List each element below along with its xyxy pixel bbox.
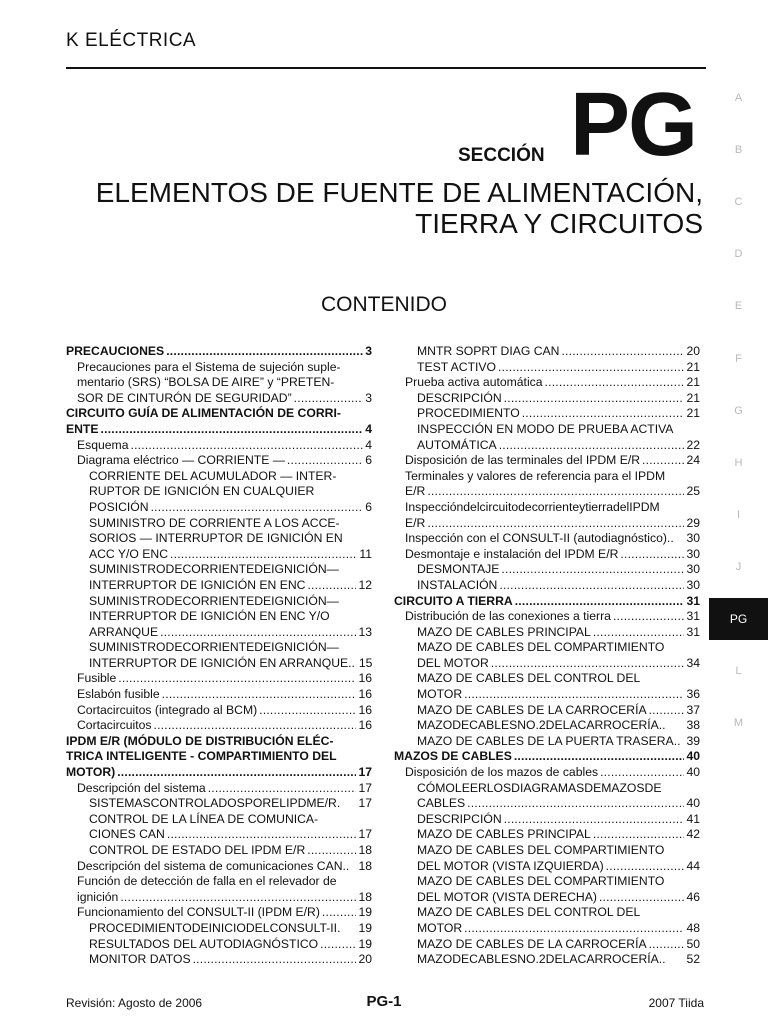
toc-entry-title: CIONES CAN [89,827,165,842]
toc-entry[interactable] [394,406,700,422]
toc-entry [394,905,700,921]
toc-entry[interactable] [394,827,700,843]
toc-page-number: 3 [365,390,372,405]
toc-entry[interactable] [66,656,372,672]
toc-entry[interactable] [66,890,372,906]
toc-entry[interactable] [394,812,700,828]
toc-dot-leader [649,937,685,953]
toc-entry [66,874,372,890]
toc-dot-leader [514,749,685,765]
toc-entry-title: IPDM E/R (MÓDULO DE DISTRIBUCIÓN ELÉC- [66,733,334,748]
toc-entry[interactable] [66,625,372,641]
toc-dot-leader [642,453,684,469]
toc-entry[interactable] [394,594,700,610]
toc-page-number: 16 [358,687,372,702]
toc-entry[interactable] [66,344,372,360]
toc-page-number: 40 [686,796,700,811]
toc-entry-title: MOTOR) [66,765,116,780]
toc-entry-title: Distribución de las conexiones a tierra [405,609,611,624]
toc-dot-leader [154,718,357,734]
toc-entry-title: Disposición de las terminales del IPDM E/R [405,453,641,468]
toc-page-number: 46 [686,889,700,904]
toc-entry [66,640,372,656]
toc-entry[interactable] [394,547,700,563]
toc-entry[interactable] [66,718,372,734]
toc-dot-leader [101,422,364,438]
toc-page-number: 25 [686,484,700,499]
toc-page-number: 21 [686,375,700,390]
toc-dot-leader [160,625,356,641]
toc-page-number: 6 [365,499,372,514]
toc-entry[interactable] [66,687,372,703]
document-title-line-2: TIERRA Y CIRCUITOS [415,208,703,239]
toc-page-number: 18 [358,858,372,873]
toc-entry[interactable] [66,859,372,875]
section-tab-c[interactable]: C [734,196,743,209]
toc-entry-title: INSPECCIÓN EN MODO DE PRUEBA ACTIVA [417,421,674,436]
toc-dot-leader [491,656,685,672]
toc-page-number: 16 [358,702,372,717]
section-tab-l[interactable]: L [735,665,742,678]
toc-dot-leader [599,890,685,906]
toc-dot-leader [193,952,357,968]
toc-entry-title: PROCEDIMIENTO [417,406,520,421]
toc-page-number: 19 [358,920,372,935]
toc-entry-title: MAZO DE CABLES PRINCIPAL [417,624,591,639]
toc-page-number: 41 [686,811,700,826]
toc-dot-leader [117,765,356,781]
toc-entry[interactable] [394,484,700,500]
toc-entry [394,781,700,797]
toc-dot-leader [593,625,685,641]
toc-entry[interactable] [66,921,372,937]
toc-page-number: 42 [686,827,700,842]
toc-page-number: 3 [365,344,372,358]
toc-dot-leader [131,438,364,454]
toc-entry[interactable] [394,765,700,781]
toc-entry-title: MAZO DE CABLES DEL CONTROL DEL [417,905,641,920]
manual-section-header: K ELÉCTRICA [66,30,197,51]
toc-dot-leader [307,578,356,594]
toc-entry [66,734,372,750]
toc-page-number: 12 [358,577,372,592]
toc-page-number: 34 [686,655,700,670]
toc-page-number: 31 [686,624,700,639]
toc-entry-title: INTERRUPTOR DE IGNICIÓN EN ENC Y/O [89,609,330,624]
toc-entry-title: MAZO DE CABLES DEL COMPARTIMIENTO [417,843,665,857]
toc-entry[interactable] [394,734,700,750]
section-tab-h[interactable]: H [734,456,743,469]
footer-page-number: PG-1 [366,993,402,1010]
toc-entry-title: PROCEDIMIENTODEINICIODELCONSULT-II. [89,920,341,935]
toc-dot-leader [166,344,363,360]
toc-entry[interactable] [394,609,700,625]
toc-entry[interactable] [66,422,372,438]
toc-dot-leader [170,547,357,563]
section-tab-d[interactable]: D [734,248,743,261]
toc-entry-title: E/R [405,484,426,499]
toc-dot-leader [613,609,684,625]
toc-entry[interactable] [394,859,700,875]
toc-page-number: 18 [358,843,372,857]
toc-entry-title: MNTR SOPRT DIAG CAN [417,344,560,358]
toc-page-number: 4 [365,421,372,436]
toc-page-number: 29 [686,515,700,530]
toc-page-number: 21 [686,406,700,421]
toc-entry-title: ignición [77,889,119,904]
toc-entry-title: TRICA INTELIGENTE - COMPARTIMIENTO DEL [66,749,337,764]
toc-entry [66,406,372,422]
toc-dot-leader [320,937,356,953]
toc-dot-leader [504,391,685,407]
toc-entry-title: RESULTADOS DEL AUTODIAGNÓSTICO [89,936,319,951]
toc-dot-leader [467,796,684,812]
toc-dot-leader [606,859,685,875]
toc-dot-leader [307,843,356,859]
section-tab-a[interactable]: A [734,92,743,104]
toc-entry[interactable] [394,375,700,391]
toc-dot-leader [322,905,357,921]
toc-dot-leader [499,438,685,454]
toc-entry-title: SUMINISTRODECORRIENTEDEIGNICIÓN— [89,593,339,608]
toc-entry [394,671,700,687]
toc-entry [66,562,372,578]
toc-dot-leader [504,812,685,828]
toc-page-number: 16 [358,671,372,686]
toc-page-number: 44 [686,858,700,873]
toc-entry [66,484,372,500]
toc-page-number: 31 [686,609,700,624]
toc-entry[interactable] [394,625,700,641]
toc-dot-leader [287,453,363,469]
toc-entry-title: MAZO DE CABLES DEL COMPARTIMIENTO [417,874,665,889]
toc-entry [66,609,372,625]
toc-entry-title: MONITOR DATOS [89,952,191,967]
toc-page-number: 18 [358,889,372,904]
toc-page-number: 19 [358,905,372,920]
toc-dot-leader [259,703,356,719]
toc-dot-leader [649,703,685,719]
toc-entry-title: CORRIENTE DEL ACUMULADOR — INTER- [89,468,337,483]
toc-dot-leader [464,921,684,937]
toc-page-number: 17 [358,827,372,842]
toc-page-number: 19 [358,936,372,951]
toc-page-number: 37 [686,702,700,717]
footer-model: 2007 Tiida [648,996,704,1010]
toc-entry[interactable] [66,578,372,594]
toc-page-number: 30 [686,546,700,561]
toc-entry-title: SUMINISTRODECORRIENTEDEIGNICIÓN— [89,562,339,577]
toc-entry-title: DEL MOTOR (VISTA IZQUIERDA) [417,858,604,873]
toc-entry-title: DEL MOTOR [417,655,489,670]
toc-entry-title: MAZO DE CABLES PRINCIPAL [417,827,591,842]
toc-entry [66,749,372,765]
toc-dot-leader [427,484,684,500]
toc-entry-title: MAZO DE CABLES DEL COMPARTIMIENTO [417,640,665,655]
toc-entry[interactable] [394,360,700,376]
toc-entry [66,360,372,376]
toc-dot-leader [167,827,357,843]
section-tab-i[interactable]: I [736,508,741,521]
toc-entry-title: ARRANQUE [89,624,159,639]
toc-entry[interactable] [394,438,700,454]
toc-entry-title: CÓMOLEERLOSDIAGRAMASDEMAZOSDE [417,780,662,795]
toc-entry[interactable] [394,531,700,547]
toc-dot-leader [593,827,685,843]
toc-entry-title: DESMONTAJE [417,562,500,577]
section-tab-e[interactable]: E [734,300,743,313]
section-tab-f[interactable]: F [735,352,742,365]
toc-left-column [66,344,372,968]
toc-page-number: 17 [358,796,372,811]
toc-entry[interactable] [66,796,372,812]
toc-entry-title: DEL MOTOR (VISTA DERECHA) [417,889,597,904]
toc-page-number: 39 [686,733,700,748]
toc-entry[interactable] [66,671,372,687]
toc-entry-title: Cortacircuitos [77,718,152,733]
toc-dot-leader [151,500,364,516]
toc-entry-title: Diagrama eléctrico — CORRIENTE — [77,453,285,468]
toc-entry[interactable] [394,718,700,734]
toc-entry-title: INTERRUPTOR DE IGNICIÓN EN ARRANQUE.. [89,655,355,670]
toc-page-number: 13 [358,624,372,639]
toc-dot-leader [120,890,356,906]
toc-entry[interactable] [66,937,372,953]
toc-entry-title: MOTOR [417,687,463,702]
toc-entry[interactable] [66,547,372,563]
toc-entry-title: Esquema [77,437,129,452]
section-code: PG [570,75,697,175]
toc-entry[interactable] [394,391,700,407]
toc-entry [394,843,700,859]
toc-entry[interactable] [66,952,372,968]
toc-entry-title: Desmontaje e instalación del IPDM E/R [405,546,619,561]
toc-dot-leader [118,671,356,687]
section-label: SECCIÓN [458,145,545,166]
toc-entry[interactable] [394,796,700,812]
section-tab-b[interactable]: B [734,144,743,157]
toc-page-number: 17 [358,780,372,795]
toc-entry[interactable] [394,516,700,532]
toc-entry[interactable] [394,453,700,469]
toc-page-number: 38 [686,718,700,733]
toc-page-number: 20 [358,952,372,967]
toc-entry-title: PRECAUCIONES [66,344,165,358]
toc-entry[interactable] [394,687,700,703]
toc-page-number: 20 [686,344,700,358]
toc-page-number: 6 [365,453,372,468]
toc-dot-leader [545,375,685,391]
toc-entry-title: MAZO DE CABLES DE LA CARROCERÍA [417,702,647,717]
toc-entry [394,640,700,656]
toc-entry[interactable] [66,500,372,516]
toc-entry[interactable] [394,703,700,719]
toc-dot-leader [208,781,357,797]
toc-dot-leader [515,594,685,610]
toc-entry-title: Cortacircuitos (integrado al BCM) [77,702,258,717]
toc-page-number: 15 [358,655,373,670]
toc-entry[interactable] [66,703,372,719]
toc-page-number: 4 [365,437,372,452]
section-tab-pg[interactable]: PG [709,598,768,640]
toc-entry-title: Función de detección de falla en el relevador de [77,874,337,889]
toc-dot-leader [499,578,684,594]
toc-dot-leader [620,547,684,563]
toc-dot-leader [294,391,364,407]
toc-entry-title: MAZODECABLESNO.2DELACARROCERÍA.. [417,718,666,733]
section-tab-j[interactable]: J [735,560,742,573]
toc-entry [394,422,700,438]
toc-page-number: 31 [686,593,700,608]
toc-entry-title: Terminales y valores de referencia para el IPDM [405,468,666,483]
toc-dot-leader [522,406,685,422]
toc-entry[interactable] [66,438,372,454]
toc-page-number: 30 [686,531,700,546]
toc-entry[interactable] [394,952,700,968]
toc-entry-title: CONTROL DE LA LÍNEA DE COMUNICA- [89,811,319,826]
toc-page-number: 30 [686,577,700,592]
toc-entry [394,469,700,485]
toc-entry[interactable] [394,921,700,937]
toc-entry-title: SISTEMASCONTROLADOSPORELIPDME/R. [89,796,341,811]
toc-entry-title: mentario (SRS) “BOLSA DE AIRE” y “PRETEN- [77,375,335,390]
toc-entry-title: SUMINISTRODECORRIENTEDEIGNICIÓN— [89,640,339,655]
toc-entry[interactable] [66,905,372,921]
toc-dot-leader [162,687,357,703]
toc-entry-title: MAZO DE CABLES DEL CONTROL DEL [417,671,641,686]
toc-entry[interactable] [394,562,700,578]
toc-entry[interactable] [394,578,700,594]
toc-entry-title: TEST ACTIVO [417,359,497,374]
toc-entry-title: Eslabón fusible [77,687,160,702]
toc-entry[interactable] [394,344,700,360]
toc-entry [394,500,700,516]
toc-entry-title: Descripción del sistema [77,780,206,795]
toc-page-number: 50 [686,936,700,951]
toc-entry-title: Fusible [77,671,117,686]
toc-page-number: 24 [686,453,700,468]
section-tab-g[interactable]: G [734,404,743,417]
section-tab-m[interactable]: M [733,717,744,730]
toc-entry [66,812,372,828]
toc-entry[interactable] [66,765,372,781]
toc-entry-title: Funcionamiento del CONSULT-II (IPDM E/R) [77,905,320,920]
toc-entry-title: ACC Y/O ENC [89,546,169,561]
toc-entry[interactable] [66,827,372,843]
toc-page-number: 22 [686,437,700,452]
toc-dot-leader [501,562,684,578]
document-title [63,177,703,239]
toc-dot-leader [498,360,684,376]
toc-dot-leader [464,687,684,703]
toc-entry-title: CONTROL DE ESTADO DEL IPDM E/R [89,843,306,857]
toc-dot-leader [561,344,684,360]
toc-entry [394,874,700,890]
toc-entry-title: CIRCUITO A TIERRA [394,593,513,608]
toc-dot-leader [427,516,684,532]
toc-page-number: 48 [686,920,700,935]
document-title-line-1: ELEMENTOS DE FUENTE DE ALIMENTACIÓN, [95,177,703,208]
contents-heading: CONTENIDO [321,293,447,316]
toc-entry-title: RUPTOR DE IGNICIÓN EN CUALQUIER [89,484,315,499]
toc-entry-title: INSTALACIÓN [417,577,498,592]
toc-page-number: 40 [686,765,700,780]
toc-entry-title: Precauciones para el Sistema de sujeción suple- [77,359,341,374]
toc-entry [66,594,372,610]
toc-entry-title: DESCRIPCIÓN [417,811,502,826]
toc-entry [66,516,372,532]
toc-entry [66,375,372,391]
toc-entry[interactable] [394,937,700,953]
toc-entry-title: Disposición de los mazos de cables [405,765,599,780]
toc-entry[interactable] [66,843,372,859]
header-divider [66,67,706,69]
toc-entry-title: DESCRIPCIÓN [417,390,502,405]
toc-entry-title: SOR DE CINTURÓN DE SEGURIDAD” [77,390,292,405]
toc-page-number: 17 [358,765,372,780]
toc-page-number: 16 [358,718,372,733]
footer-revision: Revisión: Agosto de 2006 [66,996,203,1010]
toc-entry-title: CABLES [417,796,466,811]
toc-right-column [394,344,700,968]
toc-entry-title: INTERRUPTOR DE IGNICIÓN EN ENC [89,577,306,592]
toc-entry-title: MAZO DE CABLES DE LA CARROCERÍA [417,936,647,951]
toc-entry[interactable] [394,749,700,765]
toc-entry-title: InspeccióndelcircuitodecorrienteytierradelIPDM [405,499,660,514]
toc-page-number: 30 [686,562,700,577]
toc-entry-title: AUTOMÁTICA [417,437,497,452]
toc-entry [66,469,372,485]
toc-page-number: 21 [686,359,700,374]
toc-page-number: 11 [359,546,372,561]
toc-page-number: 36 [686,687,700,702]
toc-entry-title: SUMINISTRO DE CORRIENTE A LOS ACCE- [89,515,340,530]
toc-entry-title: Inspección con el CONSULT-II (autodiagnóstico).. [405,531,674,546]
toc-page-number: 52 [686,952,700,967]
toc-entry-title: MAZO DE CABLES DE LA PUERTA TRASERA.. [417,733,681,748]
toc-dot-leader [600,765,684,781]
toc-entry[interactable] [66,391,372,407]
toc-page-number: 40 [686,749,700,764]
toc-entry-title: E/R [405,515,426,530]
toc-entry-title: SORIOS — INTERRUPTOR DE IGNICIÓN EN [89,531,343,546]
toc-entry-title: Descripción del sistema de comunicaciones CAN.. [77,858,350,873]
toc-entry-title: Prueba activa automática [405,375,543,390]
toc-entry [66,531,372,547]
toc-entry[interactable] [394,890,700,906]
toc-entry[interactable] [66,781,372,797]
toc-entry-title: CIRCUITO GUÍA DE ALIMENTACIÓN DE CORRI- [66,406,341,421]
toc-entry[interactable] [394,656,700,672]
toc-entry-title: ENTE [66,421,99,436]
toc-entry-title: MAZODECABLESNO.2DELACARROCERÍA.. [417,952,666,967]
toc-entry-title: MAZOS DE CABLES [394,749,512,764]
toc-entry-title: POSICIÓN [89,499,149,514]
toc-page-number: 21 [686,390,700,405]
toc-entry[interactable] [66,453,372,469]
toc-entry-title: MOTOR [417,920,463,935]
